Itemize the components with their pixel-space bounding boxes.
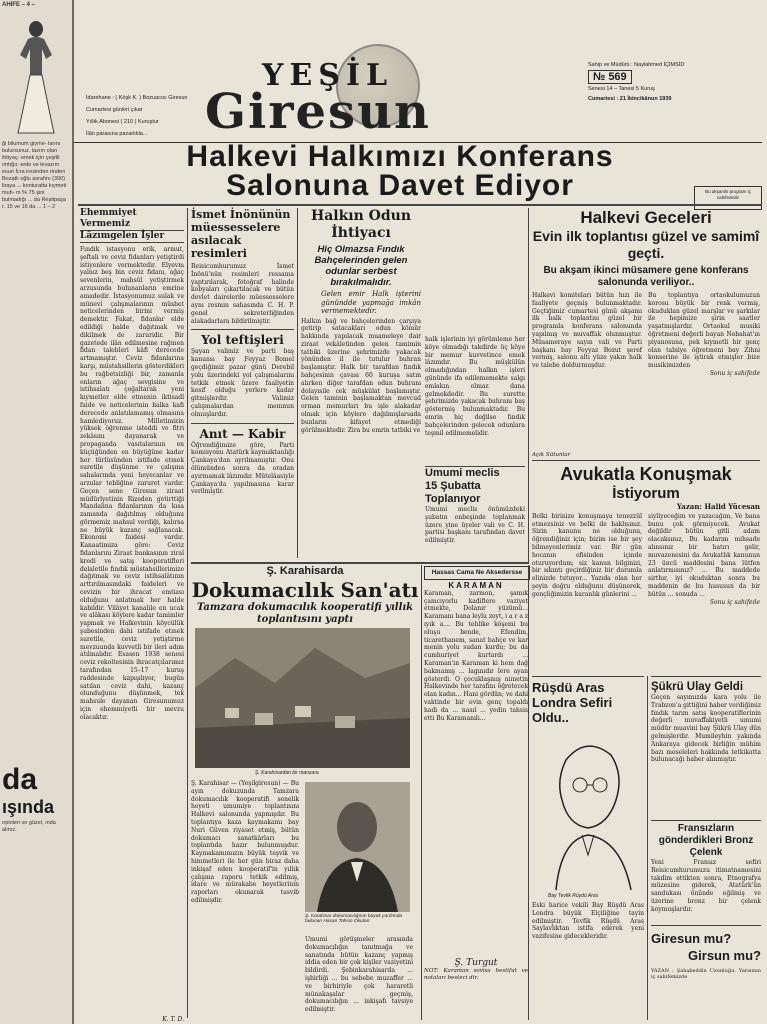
article-signature: Ş. Turgut	[454, 957, 498, 968]
sketch-caption: Bay Tevfik Rüşdü Aras	[548, 893, 599, 899]
column-rule	[297, 208, 298, 558]
article-deck: Bu akşam ikinci müsamere gene konferans salonunda veriliyor..	[543, 265, 749, 288]
article-body-anit: Öğrendiğimize göre, Parti komisyonu Atatürk kaymaktanlığı Çankaya'dan ayrılmamıştır. Onu ölümünden sonra da oradan ayırmamak lâzımdır. Mütelâasiyle Çankaya'da yapılmasına karar verilmiştir.	[191, 441, 294, 496]
address-line: İdarehane : ( Köşk K. ) Bozuacısı Giresun	[86, 95, 188, 101]
article-body: Geçen sayımızda kara yolu ile Trabzon'a gittiğini haber verdiğimiz fındık tarım satış kooperatiflerinin değerli muvaffakiyetli umumi müdür muavini bay Şükrü Ulay dün gelmişlerdir. Mumileyhin yakında Ankaraya gidecek birliğin mühim bazı meseleleri hakkında tetkikatta bulunacağı haber alınmıştır.	[651, 694, 761, 764]
article-signature: K. T. D.	[162, 1016, 184, 1023]
article-title: İsmet İnönünün müessesselere asılacak resimleri	[191, 208, 291, 260]
article-body: Eski harice vekili Bay Rüşdü Aras Londra büyük Elçiliğine tayin edilmiştir. Tevfik Rüşdü Aras Saylavlıktan istifa ederek yeni vazifesine gidecekleridir.	[532, 902, 644, 941]
article-body-right: Bu toplantıya ortaokulumuzun korosu büyük bir renk vermiş, okuduklan güzel marşlar ve şarkılar ile hepimize şirin saatler yaşatmışlardır. Ortaokul musiki öğretmeni değerli bayan Nebahat'ın piyanosuna, pek kıymetli bir genç olan tabiiye öğretmeni bay Zihni konserine ile iştirak etmişler bize musikimizden	[648, 292, 760, 370]
article-title: KARAMAN	[448, 581, 504, 590]
strip-header: AHIFE – 4 –	[2, 2, 36, 8]
article-title-2: İstiyorum	[612, 485, 680, 502]
article-lead: Gelen emir Halk işterini günündde yapmağa imkân vermemektedir.	[321, 290, 421, 315]
article-ehemmiyet	[80, 208, 184, 1023]
article-title-1: Ehemmiyet Vermemiz	[80, 208, 184, 231]
article-title-yol: Yol teftişleri	[191, 329, 294, 348]
article-body-right: siyliyeceğim ve yazacağım, Ve bana bunu çok görmiyecek. Avukat değildir bütün gitli adam olacaksınız, Bu kadarım mihsade alınsınız bir hatırı gelir, muvazenesini da Avukatlık kanunun 23 üncü maddesini bana lütfen anlatırmısınız? ... Bu maddede sirthır, iyi okuduktan sonra bu maddenin de bu hususun da bir bütün ... sonuda ...	[648, 512, 760, 598]
article-rusdu-body	[532, 902, 644, 1020]
article-giresun-mu	[651, 925, 761, 1021]
article-body: Ş. Karahisar — (Yeşilgiresun) — Bu ayın dokuzunda Tamzara dokumacılık kooperatifi senelik heyeti umumiye toplantısını Halkevi salonunda yapmışdır. Bu toplantıya kaza kaymakamı bay Nuri Güven riyaset etmiş, bütün dokumacı sanatkârları bu toplantıda hazır bulunmuşdur. Kaymakamımızın büyük teşvik ve himmetleri ile her gün biraz daha inkişaf eden kooperatif'in yıllık çalışma raporu tetkik edilmiş, idare ve mürakabe heyetlerinin raporları okunarak tasvib edilmişdir.	[191, 780, 299, 904]
masthead-title-small: YEŞİL	[262, 58, 394, 93]
column-rule	[647, 676, 648, 1020]
article-title-3: Toplanıyor	[425, 493, 481, 505]
article-title-2: Lâzımgelen İşler	[80, 231, 184, 243]
article-title: Fransızların gönderdikleri Bronz Çelenk	[658, 823, 754, 858]
ad-banner: Hassas Cama Ne Aksedersse	[424, 566, 530, 580]
article-body: halk işlerinin iyi görümleme her köye olmadığı takdirde üç köye bir memur kuvvetince emek lâzımdır. Bu müşkülün olmadığından halkın işleri gününde ifa edilememekte salgı emlakın olmaz dana gelmekdedir. Bu surette şehrimizde yakacak buhranı baş göstermiş bulunmaktadır. Bu emrin hiç değilse fındık bahçelerinden gelecek odunlara teşmil edilmemelidir.	[425, 336, 525, 437]
article-odun	[301, 208, 421, 558]
article-subtitle: Tamzara dokumacılık kooperatifi yıllık toplantısını yaptı	[196, 602, 414, 625]
owner-line: Sahip ve Müdürü : Naylahmed İÇİMSİD	[588, 62, 685, 68]
article-title-2: Londra Sefiri	[532, 695, 613, 710]
strip-footer: ırpinleri ve güzel, ında alınız.	[2, 820, 56, 833]
portrait-photo	[305, 782, 410, 912]
article-author: Yazan: Halid Yücesan	[676, 502, 760, 511]
program-notice-box: Bu akşamki program iç sahifededir	[694, 186, 762, 210]
fashion-illustration	[6, 15, 66, 135]
headline-line-1: Halkevi Halkımızı Konferans	[186, 140, 614, 173]
article-halkevi-geceleri	[532, 208, 760, 453]
article-title: Dokumacılık San'atı	[191, 578, 419, 602]
headline-rule	[78, 204, 762, 206]
article-title: Halkın Odun İhtiyacı	[310, 208, 412, 241]
article-fransizlar	[651, 820, 761, 921]
article-title: Şükrü Ulay Geldi	[651, 681, 744, 693]
issue-date: Cumartesi : 21 İkincikânun 1939	[588, 96, 672, 102]
year-price-line: Senesi 14 – Tanesi 5 Kuruş	[588, 86, 655, 92]
strip-big-1: da	[2, 763, 38, 796]
article-title-2: 15 Şubatta	[425, 480, 481, 492]
article-karahisar-body	[191, 780, 299, 1020]
article-footnote: YAZAN : Şahabeddin Uzunluğu. Yarısının iç sahifemizde	[651, 968, 761, 980]
karahisar-landscape-photo	[195, 628, 410, 768]
headline-line-2: Salonuna Davet Ediyor	[226, 169, 574, 202]
article-umumi-meclis	[425, 466, 525, 559]
strip-big-2: ışında	[2, 797, 55, 817]
continued-note: Sonu iç sahifede	[709, 598, 760, 606]
article-body-left: Halkevi komiteları bütün hızı ile faaliyete geçmiş bulunmaktadır. Geçtiğimiz cumartesi günü akşamı ilk balk toplantısı güzel bir programla konferans salonunda yapılmış ve muvaffak olunmuştur. Müsameraye sayın vali ve Parti başkanı bay Feyyaz Bozut şeref vermiş, salonu altı yüze yakın halk ve talebe doldurmuşdur.	[532, 292, 642, 370]
article-body-2: Umumi görüşmeler arasında dokumacılığın tanıtmağa ve sanatında bütün kazanç yapmış iddia eden bir çok kişiler vaziyetini bildirdi. Şebinkarahisarda ... işbirliği ... bu sebebe muzaffer ... ve birbiriyle çok hararetli münakaşalar geçmiş, dokumacılığın ... inkişafı tavsiye edilmiştir.	[305, 936, 413, 1014]
article-title-anit: Anıt — Kabir	[191, 423, 294, 442]
article-karahisar-body-2	[305, 936, 413, 1020]
column-rule	[421, 565, 422, 1020]
main-headline	[100, 142, 700, 200]
continued-note: Sonu iç sahifede	[709, 369, 760, 377]
article-body: Halkın bağ ve bahçelerinden çarşıya getirip satacakları odun kömür hakkında yapılacak muameleye dair ziraat vekâletinden gelen tamimin tatbiki üzerine şehrimizde yakacak yönünden il ile tutulur buhran başlamıştır. Halk bir tarafdan fındık bahçesinin çavası 60 kuruşa satın alırken diğer tarafdan odun buhranı dolayısile cek müşkülat başlamıştır. Gelen taminin başlamaktan mevcud orman memurları bu işle alakadar olmak için köylere dağılmışlarsada bunların kifayet etmediği görülmektedir. Zira bu emrin tatbiki ve	[301, 317, 421, 434]
article-body: Umumi meclis önümüzdeki şubatın onbeşinde toplanmak üzere yine üyeler vali ve C. H. partisi başkanı tarafından davet edilmiştir.	[425, 506, 525, 545]
strip-text: ği bilumum giyme- larını bulursunuz. lazım olan ihtiyaç- emek için çeşitli ımtığır. erde ve levazım esun İcra iresinden rinden Bozatlı oğlu asrafını (390) liraya ... konturatta kıymeti muh- m % 75 şini bulmadığı ... da Reşitpaşa r. 15 ve 16 da ... 1 – 2	[2, 141, 67, 210]
article-body: Yeni Fransız sefiri Reisicumhurumuzu itimatnamesini takdim ettikten sonra, Etnografya müzesine giderek, Atatürk'ün sandukası önünde eğilmiş ve üzerine bronz bir çelenk koymuşlardır.	[651, 859, 761, 913]
article-body: Karaman, zarmon, şamık çamcıyorlu kadiflere vaziyet etmekte, Dolanır yüzümü... Karamanı bana leylu zeyt, i a r a z ıyık a.... Bu tehlike köşemi bu oluşu bende, Efendim, ticarethanem, sanat bahçe ve kar menin yolu sudan kurdu; bu da cumhuriyet kurtardı ... Karaman'ın Karaman ki hem dağ bakmamış ... lagınıdır lere ayan gösterdi. O çocuklaşmış nimetin Halkevinde her tarafını öğretecek olan kadın... Hani gördün; ve dahi vaktinde bir evin genç topaldı hadi da ... nasıl ... yedin tahsis etti Bu Karamanılı...	[424, 589, 528, 722]
article-title-1: Umumi meclis	[425, 467, 500, 479]
article-title-1: Rüşdü Aras	[532, 680, 605, 695]
article-note: NOT: Karaman sovisa bestifut ve notaları besteci dir.	[424, 967, 528, 982]
article-subtitle: Hiç Olmazsa Fındık Bahçelerinden gelen odunlar serbest bırakılmalıdır.	[314, 244, 408, 288]
article-body-yol: Şayan valimiz ve parti baş kanunsı bay Feyyaz Bomel geçdiğimiz pazar günü Derebil yolu üzerindeki yol çalışmalarını tetkik etmek üzere faaliyetin kesif olduğu yerlere kadar gitmişlerdir. Valimiz çalışmalardan memnun olmuşlardır.	[191, 348, 294, 418]
masthead-title: Giresun	[205, 84, 431, 140]
article-inonu-portraits	[191, 208, 294, 558]
portrait-caption: Ş. Karahisar dokumacılığının büyük yardımda bulunan Hasan Tahsin Okutan	[305, 914, 403, 924]
adjacent-page-strip	[0, 0, 74, 1024]
article-kicker: Ş. Karahisarda	[266, 565, 344, 577]
column-rule	[187, 208, 188, 1018]
article-title-2: Girsun mu?	[688, 948, 761, 963]
rusdu-aras-sketch	[536, 730, 641, 890]
photo-caption: Ş. Karahisardan bir manzara	[255, 770, 319, 776]
article-title-3: Oldu..	[532, 710, 569, 725]
column-rule	[528, 208, 529, 564]
article-title: Halkevi Geceleri	[580, 208, 712, 227]
section-rule	[191, 562, 528, 564]
ad-price-line: İlân parasına pazarlıkla...	[86, 131, 148, 137]
article-subtitle: Evin ilk toplantısı güzel ve samimî geçti.	[532, 228, 760, 261]
article-sukru-ulay	[651, 676, 761, 837]
article-body: Reisicumhurumuz İsmet İnönü'nün resimleri ressama yaptırılarak, fotoğraf halinde kobyaları çıkartılacak ve bütün devlet dairelerile müessesselere aynı resmin sahasında C. H. P. genel sekreterliğinden alakadarlara bildirilmiştir.	[191, 263, 294, 325]
publication-day-line: Cumartesi günleri çıkar	[86, 107, 143, 113]
article-avukat	[532, 460, 760, 671]
article-karaman	[424, 582, 528, 1020]
article-body: Fındık istasyonu erik, armut, şeftali ve ceviz fidanları yetiştirdi istiyenlere vermektedir. Elyevm yalnız beş bin ceviz fidanı, ağaç sevenlerin, mahsûl yetiştirmek arzusunda bulunanların emrine amadedir. İstasyonumuz sulak ve münevi çalışmalarının müsbet neticelerinden birini vermiş demektir. Fakat, fidanlar elde edildiği halde dağıtmak ve dikilmek de zaruridir. Bir gazetede ilân edilmesine rağmen fidan talebleri kâfi derecede artmamıştır. Ceviz fidanlarına karşı, müstahsillerin gösterdikleri bu rağbetsizliği bir, zamanla onların ağaç sevgisine ve istihsalatı çoğaltarak yeni kıymetler elde etmenin iktisadî faide ve neticelerinin halka kafi derecede anlatılamamış olmasına hamlediyoruz. Milletimizin yüksek öğrenme isteddi ve fitri zekâsını dayanarak ve propaganda vasıtalarının en küçüğünden en büyüğüne kadar her türlüsünden istifade etmek suretile düşünme ve çalışma sahalarında yeni heyecanlar ve arzular tebliğine zaruret vardır. Geçen sene Giresun ziraat müdürlyetinin Rizeden getirttiği Mandalina fidanlarının da kısa zamanda dağıtılmış olduğunu görmemiz mahsul verdiği, kalırsa ne büyük kazanç sağlanacak. Ekonomi faidesi vardır. Kanaatimiza göre: Ceviz fidanlarını Ziraat bankasının ziraî kredi ve satış kooperatifleri delaletile fındık müstahsillerimize dağıtmak ve ceviz istihsalâtının arttırılmasındaki faideleri ve cevizin bir ihracat emtiası olduğunu anlatmak her halde kabildir. Vilâyet kanalile en ucak ve alâkası köylere kadar tamimler yapmak ve Halkevinin köycülük şubesinden dahi istifade etmek suretile, ceviz yetiştirme mevzuunda kuvvetli bir ileri adım atılmalıdır. Esasen 1938 senesi ceviz rekoltesinin ihracatçılarımız tarafından 15–17 kuruş raddesinde kapışılıyor, bugün satılan ceviz dahi, kazanç olunduğunu düşünmek, tek mahsule dayanan Giresunumuz için ehemmiyetli bir mevzu olacaktır.	[80, 246, 184, 721]
section-label: Açık Sütunlar	[532, 452, 571, 458]
subscription-line: Yıllık Abonesi ( 210 ) Kuruştur	[86, 119, 159, 125]
issue-number: № 569	[588, 70, 632, 84]
masthead-right-info	[588, 60, 728, 104]
article-title-1: Avukatla Konuşmak	[560, 464, 732, 484]
article-body-left: Belki birinize konuşmaya tenezzül etmezsiniz ve belki de haklısınız. Sizin kanunu ne olduğunu, öğrendiğiniz için; bizim ise bir şey bilmeyenlerimiz var. Bir gün hocanın ofisinden içinde oturuyordum; siz kanun bilginizi, bir sıkıntı geçirdiğiniz bir durumla elinizde tutuyor... Yazıda olan her şeyin doğru olduğunu düşünerek, gençliğimizin karanlık günlerini ...	[532, 512, 642, 598]
article-title-1: Giresun mu?	[651, 931, 732, 946]
article-odun-continued	[425, 336, 525, 466]
column-rule	[528, 565, 529, 1020]
